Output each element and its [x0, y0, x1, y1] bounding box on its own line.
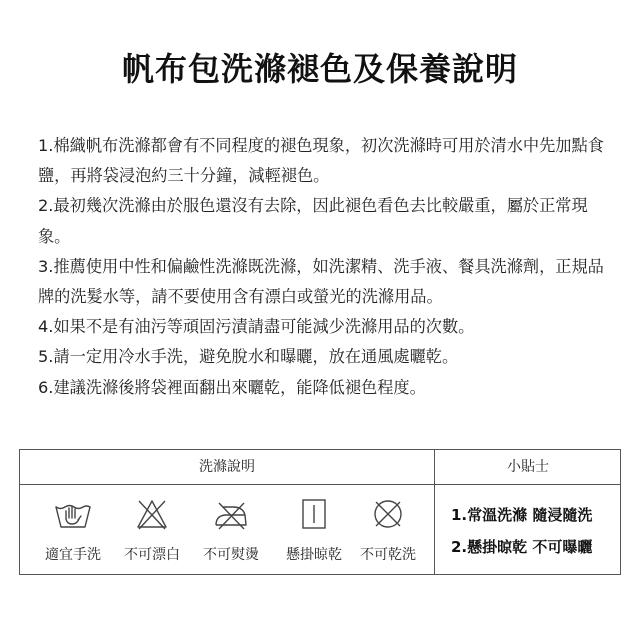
icon-label: 適宜手洗 [45, 547, 101, 563]
icon-label: 不可漂白 [124, 547, 180, 563]
instruction-item: 4.如果不是有油污等頑固污漬請盡可能減少洗滌用品的次數。 [38, 317, 475, 337]
no-tumble-dry-icon [348, 497, 428, 531]
icon-label: 不可熨燙 [203, 547, 259, 563]
tip-item: 1.常溫洗滌 隨浸隨洗 [451, 506, 593, 524]
instruction-item: 1.棉織帆布洗滌都會有不同程度的褪色現象，初次洗滌時可用於清水中先加點食鹽，再將袋浸泡約三十分鐘，減輕褪色。 [38, 136, 604, 186]
instruction-item: 3.推薦使用中性和偏鹼性洗滌既洗滌，如洗潔精、洗手液、餐具洗滌劑，正規品牌的洗髮水等，請不要使用含有漂白或螢光的洗滌用品。 [38, 256, 604, 307]
no-bleach-icon [112, 497, 192, 531]
hand-wash-icon [33, 497, 113, 531]
page-title: 帆布包洗滌褪色及保養說明 [121, 50, 518, 88]
care-table [19, 449, 621, 575]
instructions-body [38, 131, 608, 403]
tips-header: 小貼士 [507, 459, 549, 475]
wash-instructions-header: 洗滌說明 [199, 459, 255, 475]
tips-panel [435, 485, 621, 575]
tip-item: 2.懸掛晾乾 不可曝曬 [451, 538, 593, 556]
care-icons-row [20, 485, 434, 575]
instruction-item: 6.建議洗滌後將袋裡面翻出來曬乾，能降低褪色程度。 [38, 377, 426, 397]
icon-label: 不可乾洗 [360, 547, 416, 563]
no-iron-icon [191, 497, 271, 531]
instruction-item: 2.最初幾次洗滌由於服色還沒有去除，因此褪色看色去比較嚴重，屬於正常現象。 [38, 196, 588, 246]
hang-dry-icon [274, 497, 354, 531]
instruction-item: 5.請一定用冷水手洗，避免脫水和曝曬，放在通風處曬乾。 [38, 347, 459, 367]
icon-label: 懸掛晾乾 [286, 547, 342, 563]
